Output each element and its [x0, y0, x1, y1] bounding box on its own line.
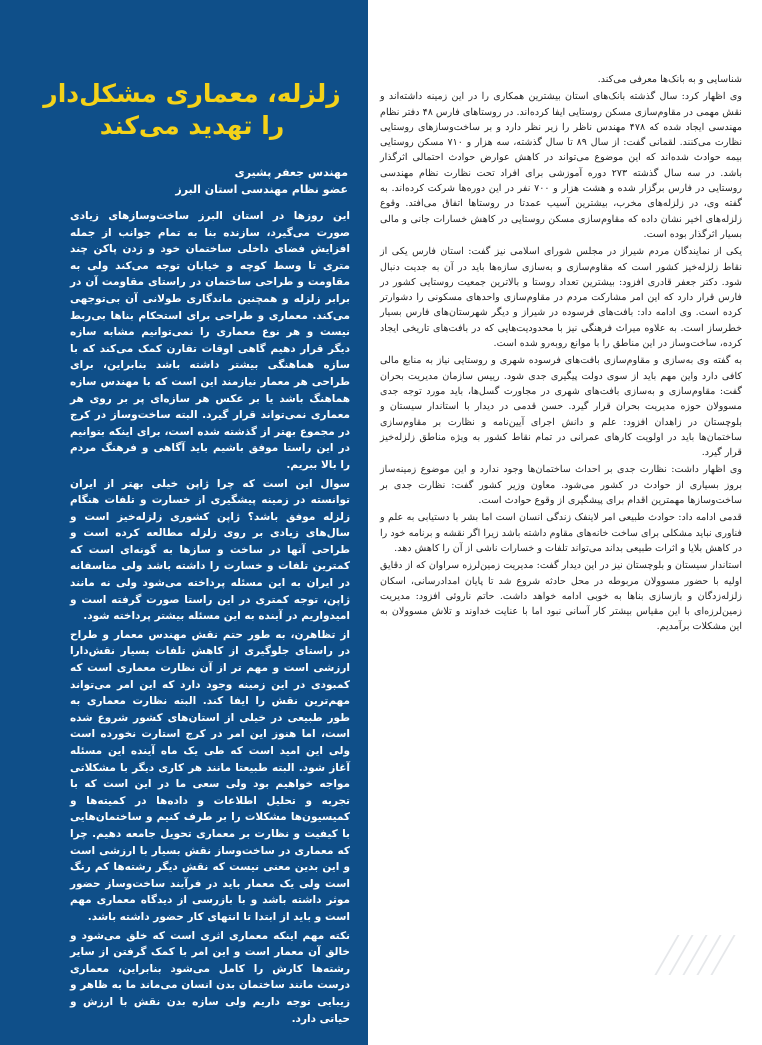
- decorative-stripes: [658, 935, 738, 975]
- stripe: [682, 935, 707, 975]
- article-body: [70, 208, 350, 1029]
- news-column: [380, 72, 742, 637]
- article-title: [36, 78, 348, 142]
- news-paragraph: یکی از نمایندگان مردم شیراز در مجلس شورای اسلامی نیز گفت: استان فارس یکی از نقاط زلزله‌خیز کشور است که مقاوم‌سازی و به‌سازی سازه‌ها باید در آن به جدیت دنبال شود. دکتر جعفر قادری افزود: بیشترین تعداد روستا و بالاترین جمعیت روستایی کشور در فارس قرار دارد که این امر مشارکت مردم در مقاوم‌سازی واحدهای مسکونی را دشوارتر کرده است. وی ادامه داد: بافت‌های فرسوده در شیراز و دیگر شهرستان‌های فارس بسیار خطرساز است. به علاوه میراث فرهنگی نیز با محدودیت‌هایی که در بافت‌های تاریخی ایجاد کرده، ساخت‌وساز در این مناطق را با موانع روبه‌رو شده است.: [380, 246, 742, 350]
- article-paragraph: نکته مهم اینکه معماری اثری است که خلق می‌شود و خالق آن معمار است و این امر با کمک گرفتن از سایر رشته‌ها کارش را کامل می‌شود بنابراین، معماری درست مانند ساختمان بدن انسان می‌ماند ما به ظاهر و زیبایی توجه داریم ولی سازه بدن نقش با ارزش و حیاتی دارد.: [70, 929, 350, 1025]
- article-paragraph: سوال این است که چرا ژاپن خیلی بهتر از ایران توانسته در زمینه پیشگیری از خسارت و تلفات هنگام زلزله موفق باشد؟ ژاپن کشوری زلزله‌خیز است و سال‌های زیادی بر روی زلزله مطالعه کرده است و طراحی آنها در ساخت و سازها به گونه‌ای است که کمترین تلفات و خسارت را داشته باشد ولی متاسفانه در ایران به این مسئله پرداخته می‌شود ولی نه مانند ژاپن، توجه کمتری در این راستا صورت گرفته است و امیدواریم در آینده به این مسئله بیشتر پرداخته شود.: [70, 477, 350, 623]
- author-role: عضو نظام مهندسی استان البرز: [175, 183, 348, 196]
- news-paragraph: وی اظهار داشت: نظارت جدی بر احداث ساختمان‌ها وجود ندارد و این موضوع زمینه‌ساز بروز بسیاری از حوادث در کشور می‌شود. معاون وزیر کشور گفت: نظارت جدی بر ساخت‌وسازها مهمترین اقدام برای پیشگیری از وقوع حوادث است.: [380, 464, 742, 507]
- news-paragraph: وی اظهار کرد: سال گذشته بانک‌های استان بیشترین همکاری را در این زمینه داشته‌اند و نقش مهمی در مقاوم‌سازی مسکن روستایی ایفا کرده‌اند. در روستاهای فارس ۴۸ دفتر نظام مهندسی ایجاد شده که ۴۷۸ مهندس ناظر را زیر نظر دارد و بر ساخت‌وسازهای روستایی نظارت می‌کنند. لقمانی گفت: از سال ۸۹ تا سال گذشته، سه هزار و ۷۱۰ مسکن روستایی بیمه حوادث شده‌اند که این موضوع می‌تواند در کاهش عوارض حوادث احتمالی اثرگذار باشد. در سه سال گذشته ۲۷۳ دوره آموزشی برای افراد تحت نظارت نظام مهندسی روستایی در فارس برگزار شده و هشت هزار و ۷۰۰ نفر در این دوره‌ها شرکت کرده‌اند. به گفته وی، در زلزله‌های مخرب، بیشترین آسیب عمدتا در روستاها اتفاق می‌افتد. وقوع زلزله‌های اخیر نشان داده که مقاوم‌سازی مسکن روستایی در کاهش خسارات جانی و مالی بسیار اثرگذار بوده است.: [380, 91, 743, 240]
- article-paragraph: این روزها در استان البرز ساخت‌وسازهای زیادی صورت می‌گیرد، سازنده بنا به تمام جوانب از جمله افزایش فضای داخلی ساختمان خود و زدن پاکن چند متری تا وسط کوچه و خیابان توجه می‌کند ولی به مقاومت و طراحی ساختمان در راستای مقاومت آن در برابر زلزله و همچنین ماندگاری طولانی آن بی‌توجهی می‌کند. معماری و طراحی برای استحکام بناها بی‌ربط نیست و هر نوع معماری را نمی‌توانیم مشابه سازه دیگر قرار دهیم گاهی اوقات تقارن کمک می‌کند که با سازه هماهنگی بیشتر داشته باشد بنابراین، برای طراحی هر معمار نیازمند این است که با مهندس سازه هماهنگ باشد یا بر عکس هر سازه‌ای پر بر روی هر معماری نمی‌تواند قرار گیرد. البته ساخت‌وساز در کرج در مجموع بهتر از گذشته شده است، برای اینکه بتوانیم در این راستا موفق باشیم باید آگاهی و فرهنگ مردم را بالا ببریم.: [70, 210, 350, 471]
- news-paragraph: استاندار سیستان و بلوچستان نیز در این دیدار گفت: مدیریت زمین‌لرزه سراوان که از دقایق اولیه با حضور مسوولان مربوطه در محل حادثه شروع شد تا پایان امدادرسانی، اسکان زلزله‌زدگان و بازسازی بناها به‌ خوبی ادامه خواهد داشت. حاتم ناروئی افزود: مدیریت زمین‌لرزه‌ای با این مقیاس بیشتر کار آسانی نبود اما با عنایت خداوند و تلاش مسوولان به این مشکلات برآمدیم.: [380, 560, 742, 633]
- stripe: [710, 935, 735, 975]
- author-block: [36, 164, 348, 198]
- article-title-line-2: را تهدید می‌کند: [99, 111, 285, 140]
- stripe: [696, 935, 721, 975]
- stripe: [668, 935, 693, 975]
- news-paragraph: به گفته وی به‌سازی و مقاوم‌سازی بافت‌های فرسوده شهری و روستایی نیاز به منابع مالی کافی دارد واین مهم باید از سوی دولت پیگیری جدی شود. رییس سازمان مدیریت بحران گفت: مقاوم‌سازی و به‌سازی بافت‌های شهری در مجاورت گسل‌ها، باید مورد توجه جدی مسوولان حوزه مدیریت بحران قرار گیرد. حسن قدمی در دیدار با استاندار سیستان و بلوچستان در زاهدان افزود: علم و دانش اجرای آیین‌نامه و نظارت بر مقاوم‌سازی ساختمان‌ها باید در اولویت کارهای عمرانی در تمام نقاط کشور به ویژه مناطق زلزله‌خیز قرار گیرد.: [380, 355, 742, 459]
- author-name: مهندس جعفر پشیری: [234, 166, 348, 179]
- news-paragraph: قدمی ادامه داد: حوادث طبیعی امر لاینفک زندگی انسان است اما بشر با دستیابی به علم و فناوری نباید مشکلی برای ساخت خانه‌های مقاوم داشته باشد زیرا اگر نقشه و برنامه خود را در کاهش بلایا و اثرات طبیعی بداند می‌تواند تلفات و خسارات ناشی از آن را کاهش دهد.: [380, 512, 742, 554]
- stripe: [654, 935, 679, 975]
- article-paragraph: از تظاهرن، به طور حتم نقش مهندس معمار و طراح در راستای جلوگیری از کاهش تلفات بسیار نقش‌دارا ارزشی است و مهم تر از آن نظارت معماری است که کمبودی در این زمینه وجود دارد که این امر می‌تواند مهم‌ترین نقش را ایفا کند. البته نظارت معماری به طور طبیعی در خیلی از استان‌های کشور شروع شده است، اما هنوز این امر در کرج استارت نخورده است ولی این امید است که طی یک ماه آینده این مسئله آغاز شود. البته طبیعتا مانند هر کاری دیگر با مشکلاتی مواجه خواهیم بود ولی سعی ما در این است که با تجربه و تحلیل اطلاعات و داده‌ها در کمیته‌ها و کمیسیون‌ها مشکلات را بر طرف کنیم و ساختمان‌هایی با کیفیت و نظارت بر معماری تحویل جامعه دهیم. چرا که معماری در ساخت‌وساز نقش بسیار با ارزشی است و این بدین معنی نیست که نقش دیگر رشته‌ها کم رنگ است ولی یک معمار باید در فرآیند ساخت‌وساز حضور موثر داشته باشد و با بازرسی از دیدگاه معماری مهم است و باید از ابتدا تا انتهای کار حضور داشته باشد.: [70, 628, 350, 923]
- article-title-line-1: زلزله، معماری مشکل‌دار: [43, 79, 341, 108]
- news-paragraph: شناسایی و به بانک‌ها معرفی می‌کند.: [597, 74, 742, 85]
- article-sidebar-panel: [0, 0, 368, 1045]
